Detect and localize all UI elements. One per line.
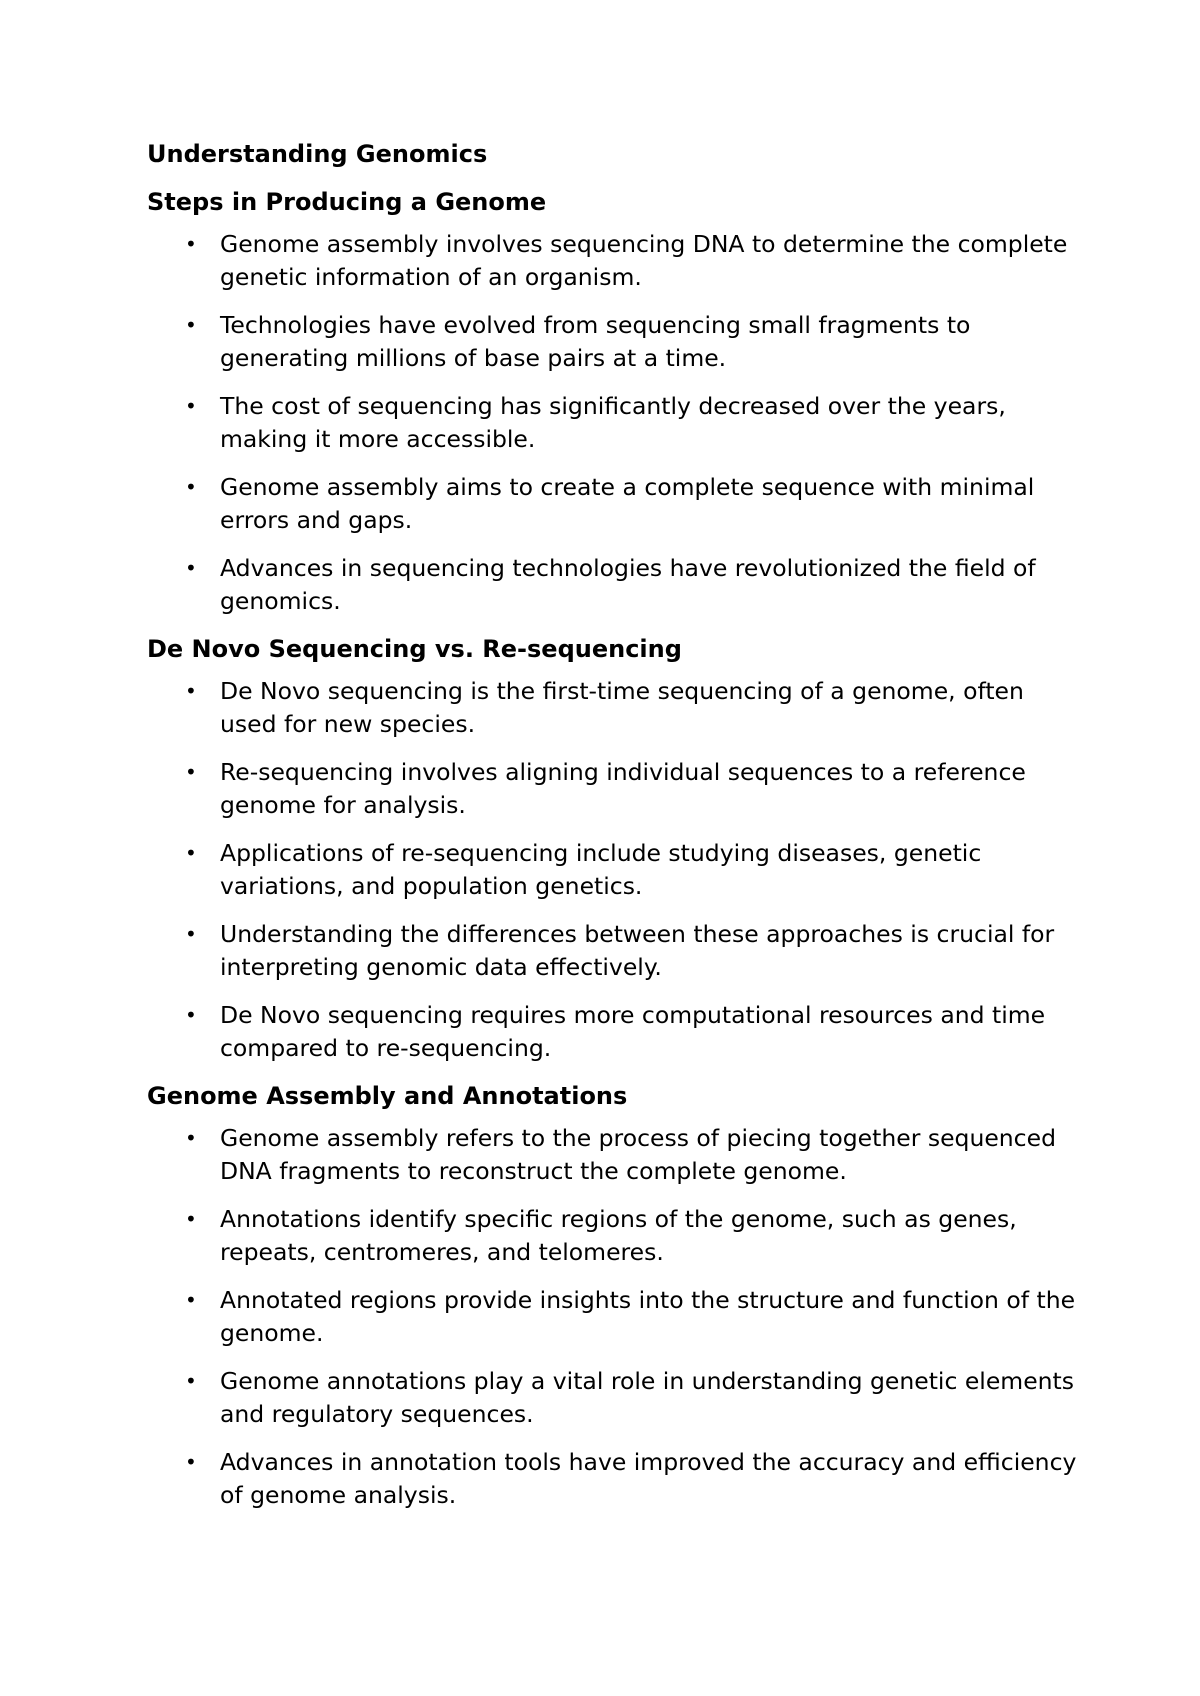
list-item <box>147 1446 1077 1511</box>
list-item-text: Genome assembly aims to create a complete sequence with minimal errors and gaps. <box>220 473 1035 534</box>
list-item <box>147 756 1077 821</box>
section-heading: Steps in Producing a Genome <box>147 188 547 216</box>
bullet-icon: • <box>185 1003 197 1027</box>
bullet-icon: • <box>185 232 197 256</box>
list-item <box>147 552 1077 617</box>
bullet-icon: • <box>185 1369 197 1393</box>
list-item-text: The cost of sequencing has significantly decreased over the years, making it more accessible. <box>220 392 1006 453</box>
document-content <box>147 138 1077 1527</box>
bullet-list <box>147 228 1077 617</box>
list-item <box>147 1122 1077 1187</box>
list-item <box>147 675 1077 740</box>
bullet-icon: • <box>185 760 197 784</box>
section-genome-assembly-annotations <box>147 1080 1077 1511</box>
list-item-text: Technologies have evolved from sequencing small fragments to generating millions of base pairs at a time. <box>220 311 971 372</box>
bullet-icon: • <box>185 679 197 703</box>
list-item <box>147 1203 1077 1268</box>
section-steps-in-producing-genome <box>147 186 1077 617</box>
bullet-icon: • <box>185 1288 197 1312</box>
list-item-text: Understanding the differences between these approaches is crucial for interpreting genomic data effectively. <box>220 920 1055 981</box>
list-item <box>147 1284 1077 1349</box>
list-item-text: Annotations identify specific regions of the genome, such as genes, repeats, centromeres, and telomeres. <box>220 1205 1017 1266</box>
bullet-icon: • <box>185 1450 197 1474</box>
section-heading: Genome Assembly and Annotations <box>147 1082 628 1110</box>
list-item <box>147 837 1077 902</box>
list-item <box>147 390 1077 455</box>
section-de-novo-vs-resequencing <box>147 633 1077 1064</box>
section-heading: De Novo Sequencing vs. Re-sequencing <box>147 635 682 663</box>
bullet-icon: • <box>185 556 197 580</box>
list-item-text: Advances in sequencing technologies have revolutionized the field of genomics. <box>220 554 1036 615</box>
bullet-list <box>147 1122 1077 1511</box>
list-item-text: Genome assembly involves sequencing DNA to determine the complete genetic information of an organism. <box>220 230 1068 291</box>
bullet-icon: • <box>185 1126 197 1150</box>
list-item-text: Advances in annotation tools have improved the accuracy and efficiency of genome analysis. <box>220 1448 1077 1509</box>
bullet-icon: • <box>185 841 197 865</box>
list-item <box>147 471 1077 536</box>
bullet-icon: • <box>185 475 197 499</box>
list-item <box>147 309 1077 374</box>
list-item <box>147 1365 1077 1430</box>
list-item <box>147 228 1077 293</box>
bullet-icon: • <box>185 394 197 418</box>
list-item-text: Applications of re-sequencing include studying diseases, genetic variations, and population genetics. <box>220 839 982 900</box>
bullet-icon: • <box>185 922 197 946</box>
list-item-text: Genome assembly refers to the process of piecing together sequenced DNA fragments to reconstruct the complete genome. <box>220 1124 1056 1185</box>
list-item-text: De Novo sequencing is the first-time sequencing of a genome, often used for new species. <box>220 677 1024 738</box>
bullet-list <box>147 675 1077 1064</box>
list-item <box>147 999 1077 1064</box>
list-item-text: De Novo sequencing requires more computational resources and time compared to re-sequencing. <box>220 1001 1046 1062</box>
list-item-text: Re-sequencing involves aligning individual sequences to a reference genome for analysis. <box>220 758 1026 819</box>
bullet-icon: • <box>185 313 197 337</box>
list-item <box>147 918 1077 983</box>
bullet-icon: • <box>185 1207 197 1231</box>
list-item-text: Genome annotations play a vital role in understanding genetic elements and regulatory sequences. <box>220 1367 1074 1428</box>
document-title: Understanding Genomics <box>147 140 488 168</box>
list-item-text: Annotated regions provide insights into the structure and function of the genome. <box>220 1286 1076 1347</box>
